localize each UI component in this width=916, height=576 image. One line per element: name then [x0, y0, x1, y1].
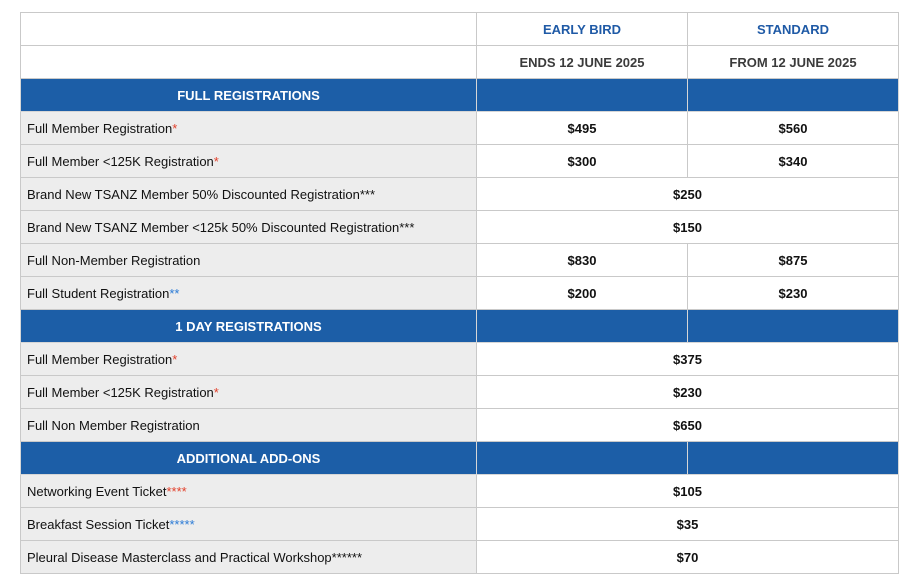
flat-price: $650: [477, 409, 899, 442]
row-label: [21, 376, 477, 409]
flat-price: $150: [477, 211, 899, 244]
row-label: [21, 277, 477, 310]
row-label: [21, 475, 477, 508]
footnote-mark: *: [213, 384, 219, 400]
label-text: Brand New TSANZ Member <125k 50% Discounted Registration: [27, 219, 400, 235]
footnote-mark: *****: [169, 516, 195, 532]
footnote-mark: *: [172, 351, 178, 367]
early-bird-price: $200: [477, 277, 688, 310]
footnote-mark: **: [169, 285, 180, 301]
table-row: [21, 244, 899, 277]
label-text: Networking Event Ticket: [27, 483, 167, 499]
header-empty-cell: [21, 46, 477, 79]
footnote-mark: ***: [359, 186, 376, 202]
row-label: [21, 112, 477, 145]
table-row: [21, 541, 899, 574]
table-row: [21, 409, 899, 442]
label-text: Full Non Member Registration: [27, 417, 200, 433]
row-label: [21, 508, 477, 541]
row-label: [21, 178, 477, 211]
early-bird-price: $495: [477, 112, 688, 145]
section-row-one-day: [21, 310, 899, 343]
section-title: FULL REGISTRATIONS: [21, 79, 477, 112]
footnote-mark: ****: [166, 483, 187, 499]
table-row: [21, 145, 899, 178]
table-row: [21, 508, 899, 541]
label-text: Brand New TSANZ Member 50% Discounted Registration: [27, 186, 360, 202]
header-subrow: [21, 46, 899, 79]
section-filler: [688, 310, 899, 343]
footnote-mark: *: [172, 120, 178, 136]
section-filler: [688, 79, 899, 112]
section-title: 1 DAY REGISTRATIONS: [21, 310, 477, 343]
row-label: [21, 541, 477, 574]
table-row: [21, 112, 899, 145]
label-text: Full Member Registration: [27, 351, 173, 367]
section-row-addons: [21, 442, 899, 475]
standard-price: $560: [688, 112, 899, 145]
label-text: Full Member <125K Registration: [27, 384, 214, 400]
early-bird-price: $300: [477, 145, 688, 178]
label-text: Full Member <125K Registration: [27, 153, 214, 169]
table-row: [21, 211, 899, 244]
header-row: [21, 13, 899, 46]
row-label: [21, 409, 477, 442]
flat-price: $105: [477, 475, 899, 508]
table-row: [21, 178, 899, 211]
section-title: ADDITIONAL ADD-ONS: [21, 442, 477, 475]
label-text: Pleural Disease Masterclass and Practical Workshop: [27, 549, 332, 565]
early-bird-price: $830: [477, 244, 688, 277]
footnote-mark: *: [213, 153, 219, 169]
table-row: [21, 343, 899, 376]
flat-price: $70: [477, 541, 899, 574]
flat-price: $250: [477, 178, 899, 211]
row-label: [21, 145, 477, 178]
standard-price: $875: [688, 244, 899, 277]
section-filler: [688, 442, 899, 475]
label-text: Full Member Registration: [27, 120, 173, 136]
label-text: Full Student Registration: [27, 285, 170, 301]
standard-header: STANDARD: [688, 13, 899, 46]
standard-price: $340: [688, 145, 899, 178]
early-bird-deadline: ENDS 12 JUNE 2025: [477, 46, 688, 79]
standard-start-date: FROM 12 JUNE 2025: [688, 46, 899, 79]
registration-pricing-table: [20, 12, 899, 574]
flat-price: $230: [477, 376, 899, 409]
footnote-mark: ******: [331, 549, 363, 565]
table-row: [21, 277, 899, 310]
row-label: [21, 343, 477, 376]
flat-price: $375: [477, 343, 899, 376]
label-text: Full Non-Member Registration: [27, 252, 201, 268]
row-label: [21, 244, 477, 277]
table-row: [21, 475, 899, 508]
row-label: [21, 211, 477, 244]
section-filler: [477, 442, 688, 475]
footnote-mark: ***: [399, 219, 415, 235]
flat-price: $35: [477, 508, 899, 541]
section-row-full: [21, 79, 899, 112]
section-filler: [477, 79, 688, 112]
section-filler: [477, 310, 688, 343]
label-text: Breakfast Session Ticket: [27, 516, 170, 532]
standard-price: $230: [688, 277, 899, 310]
early-bird-header: EARLY BIRD: [477, 13, 688, 46]
header-empty-cell: [21, 13, 477, 46]
table-row: [21, 376, 899, 409]
